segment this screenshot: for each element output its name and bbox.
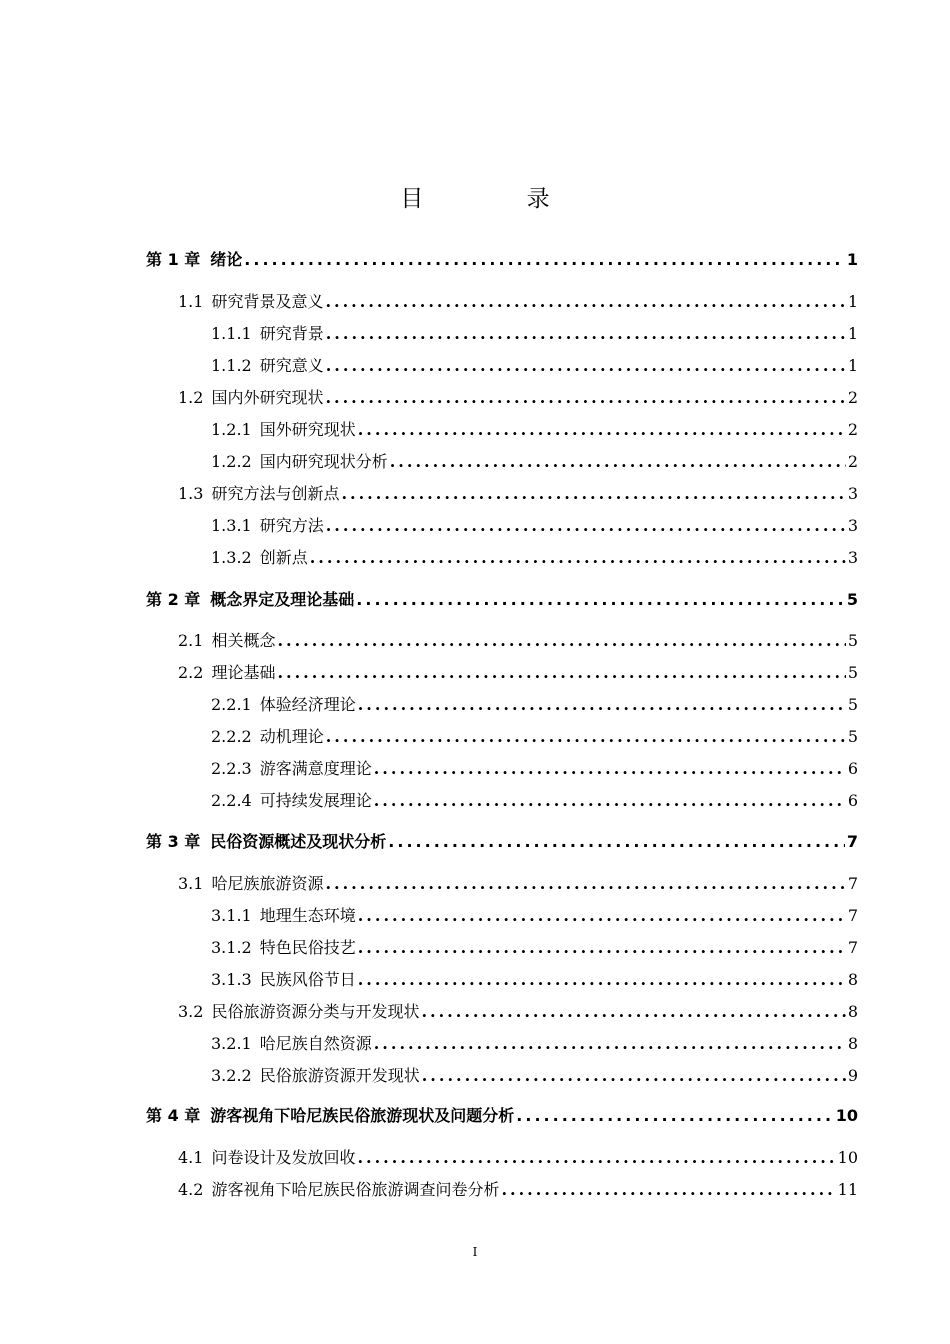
toc-entry[interactable] (211, 324, 858, 344)
toc-entry-number: 4.2 (178, 1180, 204, 1199)
toc-entry-page: 7 (847, 938, 858, 957)
footer-page-number: I (472, 1245, 478, 1259)
toc-entry[interactable] (146, 250, 858, 270)
toc-entry-number: 2.2.2 (211, 727, 252, 746)
toc-entry-page: 11 (837, 1180, 858, 1199)
toc-entry-title: 游客视角下哈尼族民俗旅游现状及问题分析 (210, 1106, 515, 1125)
toc-leader-dots (374, 759, 846, 779)
toc-leader-dots (516, 1106, 833, 1126)
toc-entry-number: 1.2.1 (211, 420, 252, 439)
toc-leader-dots (357, 1148, 835, 1168)
toc-leader-dots (325, 388, 845, 408)
toc-entry[interactable] (178, 631, 858, 651)
toc-entry-number: 1.2.2 (211, 452, 252, 471)
toc-entry-number: 3.1 (178, 874, 204, 893)
toc-entry-page: 1 (846, 250, 858, 269)
toc-entry[interactable] (146, 832, 858, 852)
toc-leader-dots (326, 516, 846, 536)
toc-entry-page: 6 (847, 759, 858, 778)
toc-leader-dots (277, 631, 845, 651)
toc-entry-number: 2.2.4 (211, 791, 252, 810)
toc-entry-number: 3.1.2 (211, 938, 252, 957)
toc-leader-dots (422, 1066, 846, 1086)
toc-entry-page: 1 (847, 324, 858, 343)
toc-leader-dots (358, 938, 846, 958)
toc-entry-title: 民俗资源概述及现状分析 (210, 832, 387, 851)
toc-entry-number: 2.2 (178, 663, 204, 682)
toc-entry-title: 相关概念 (211, 631, 276, 650)
toc-entry-number: 1.1.2 (211, 356, 252, 375)
toc-leader-dots (326, 727, 846, 747)
toc-entry[interactable] (211, 695, 858, 715)
toc-entry-number: 1.3 (178, 484, 204, 503)
page-title: 目 录 (400, 186, 598, 212)
toc-entry-number: 3.2.2 (211, 1066, 252, 1085)
toc-entry-title: 民俗旅游资源分类与开发现状 (211, 1002, 420, 1021)
toc-entry-page: 8 (847, 1034, 858, 1053)
toc-entry-page: 3 (847, 484, 858, 503)
toc-entry-number: 1.3.2 (211, 548, 252, 567)
toc-leader-dots (358, 970, 846, 990)
toc-leader-dots (374, 791, 846, 811)
toc-entry-title: 绪论 (210, 250, 243, 269)
toc-entry-title: 研究背景及意义 (211, 292, 324, 311)
toc-entry[interactable] (211, 759, 858, 779)
toc-entry-page: 10 (837, 1148, 858, 1167)
toc-entry-page: 8 (847, 970, 858, 989)
toc-entry-page: 1 (847, 356, 858, 375)
toc-entry-number: 3.2.1 (211, 1034, 252, 1053)
toc-leader-dots (374, 1034, 846, 1054)
toc-entry-page: 7 (846, 832, 858, 851)
toc-entry-title: 民族风俗节日 (259, 970, 356, 989)
toc-entry[interactable] (178, 1002, 858, 1022)
toc-entry[interactable] (211, 420, 858, 440)
toc-entry-number: 第 2 章 (146, 590, 201, 609)
toc-entry[interactable] (178, 292, 858, 312)
toc-entry-title: 哈尼族自然资源 (259, 1034, 372, 1053)
toc-entry-page: 2 (847, 420, 858, 439)
toc-leader-dots (326, 356, 846, 376)
toc-entry-number: 第 4 章 (146, 1106, 201, 1125)
toc-leader-dots (325, 874, 845, 894)
toc-leader-dots (501, 1180, 835, 1200)
toc-entry-page: 8 (847, 1002, 858, 1021)
toc-entry-page: 3 (847, 548, 858, 567)
toc-entry-page: 5 (847, 695, 858, 714)
toc-entry[interactable] (211, 727, 858, 747)
toc-entry-page: 2 (847, 452, 858, 471)
toc-entry-number: 3.1.3 (211, 970, 252, 989)
toc-entry-title: 动机理论 (259, 727, 324, 746)
toc-entry-page: 5 (847, 663, 858, 682)
toc-entry-page: 5 (847, 727, 858, 746)
toc-entry-title: 游客视角下哈尼族民俗旅游调查问卷分析 (211, 1180, 500, 1199)
toc-entry-title: 游客满意度理论 (259, 759, 372, 778)
toc-entry-title: 研究方法 (259, 516, 324, 535)
toc-entry-page: 7 (847, 874, 858, 893)
toc-entry[interactable] (211, 791, 858, 811)
toc-entry[interactable] (211, 970, 858, 990)
toc-leader-dots (341, 484, 845, 504)
toc-entry[interactable] (146, 1106, 858, 1126)
toc-entry-number: 2.2.1 (211, 695, 252, 714)
toc-leader-dots (358, 906, 846, 926)
toc-entry[interactable] (211, 356, 858, 376)
toc-entry-title: 创新点 (259, 548, 308, 567)
toc-entry[interactable] (211, 938, 858, 958)
toc-entry-page: 1 (847, 292, 858, 311)
toc-entry[interactable] (211, 1034, 858, 1054)
toc-entry[interactable] (178, 484, 858, 504)
toc-entry-page: 7 (847, 906, 858, 925)
toc-entry-title: 特色民俗技艺 (259, 938, 356, 957)
toc-entry-page: 3 (847, 516, 858, 535)
toc-entry[interactable] (211, 1066, 858, 1086)
toc-entry-number: 1.2 (178, 388, 204, 407)
toc-entry-title: 问卷设计及发放回收 (211, 1148, 356, 1167)
toc-entry-title: 理论基础 (211, 663, 276, 682)
toc-leader-dots (388, 832, 845, 852)
toc-entry[interactable] (178, 663, 858, 683)
toc-entry-title: 研究背景 (259, 324, 324, 343)
toc-entry-title: 地理生态环境 (259, 906, 356, 925)
toc-entry-number: 2.1 (178, 631, 204, 650)
toc-leader-dots (310, 548, 846, 568)
toc-entry[interactable] (211, 548, 858, 568)
toc-entry[interactable] (178, 1148, 858, 1168)
toc-entry[interactable] (178, 874, 858, 894)
toc-entry-number: 1.3.1 (211, 516, 252, 535)
toc-entry-title: 研究意义 (259, 356, 324, 375)
toc-entry-title: 体验经济理论 (259, 695, 356, 714)
toc-entry-number: 第 1 章 (146, 250, 201, 269)
toc-entry[interactable] (211, 452, 858, 472)
toc-entry-number: 第 3 章 (146, 832, 201, 851)
toc-entry-title: 民俗旅游资源开发现状 (259, 1066, 420, 1085)
toc-entry[interactable] (146, 590, 858, 610)
toc-entry[interactable] (178, 388, 858, 408)
toc-leader-dots (421, 1002, 845, 1022)
toc-entry-title: 可持续发展理论 (259, 791, 372, 810)
toc-entry-page: 5 (847, 631, 858, 650)
toc-entry-page: 5 (846, 590, 858, 609)
toc-entry-number: 4.1 (178, 1148, 204, 1167)
toc-entry-page: 2 (847, 388, 858, 407)
toc-entry-number: 2.2.3 (211, 759, 252, 778)
toc-entry-title: 研究方法与创新点 (211, 484, 340, 503)
toc-entry-page: 9 (847, 1066, 858, 1085)
toc-leader-dots (244, 250, 845, 270)
toc-entry-number: 1.1 (178, 292, 204, 311)
toc-entry-number: 1.1.1 (211, 324, 252, 343)
toc-entry[interactable] (211, 906, 858, 926)
toc-entry-title: 概念界定及理论基础 (210, 590, 355, 609)
toc-entry[interactable] (211, 516, 858, 536)
toc-leader-dots (326, 324, 846, 344)
toc-entry-page: 6 (847, 791, 858, 810)
toc-entry-title: 国内外研究现状 (211, 388, 324, 407)
toc-leader-dots (358, 420, 846, 440)
toc-entry-number: 3.1.1 (211, 906, 252, 925)
toc-leader-dots (325, 292, 845, 312)
toc-entry-page: 10 (835, 1106, 858, 1125)
toc-leader-dots (277, 663, 845, 683)
toc-leader-dots (356, 590, 845, 610)
toc-entry-title: 国外研究现状 (259, 420, 356, 439)
toc-leader-dots (358, 695, 846, 715)
toc-entry-number: 3.2 (178, 1002, 204, 1021)
toc-entry-title: 国内研究现状分析 (259, 452, 388, 471)
toc-leader-dots (390, 452, 846, 472)
toc-entry[interactable] (178, 1180, 858, 1200)
toc-entry-title: 哈尼族旅游资源 (211, 874, 324, 893)
